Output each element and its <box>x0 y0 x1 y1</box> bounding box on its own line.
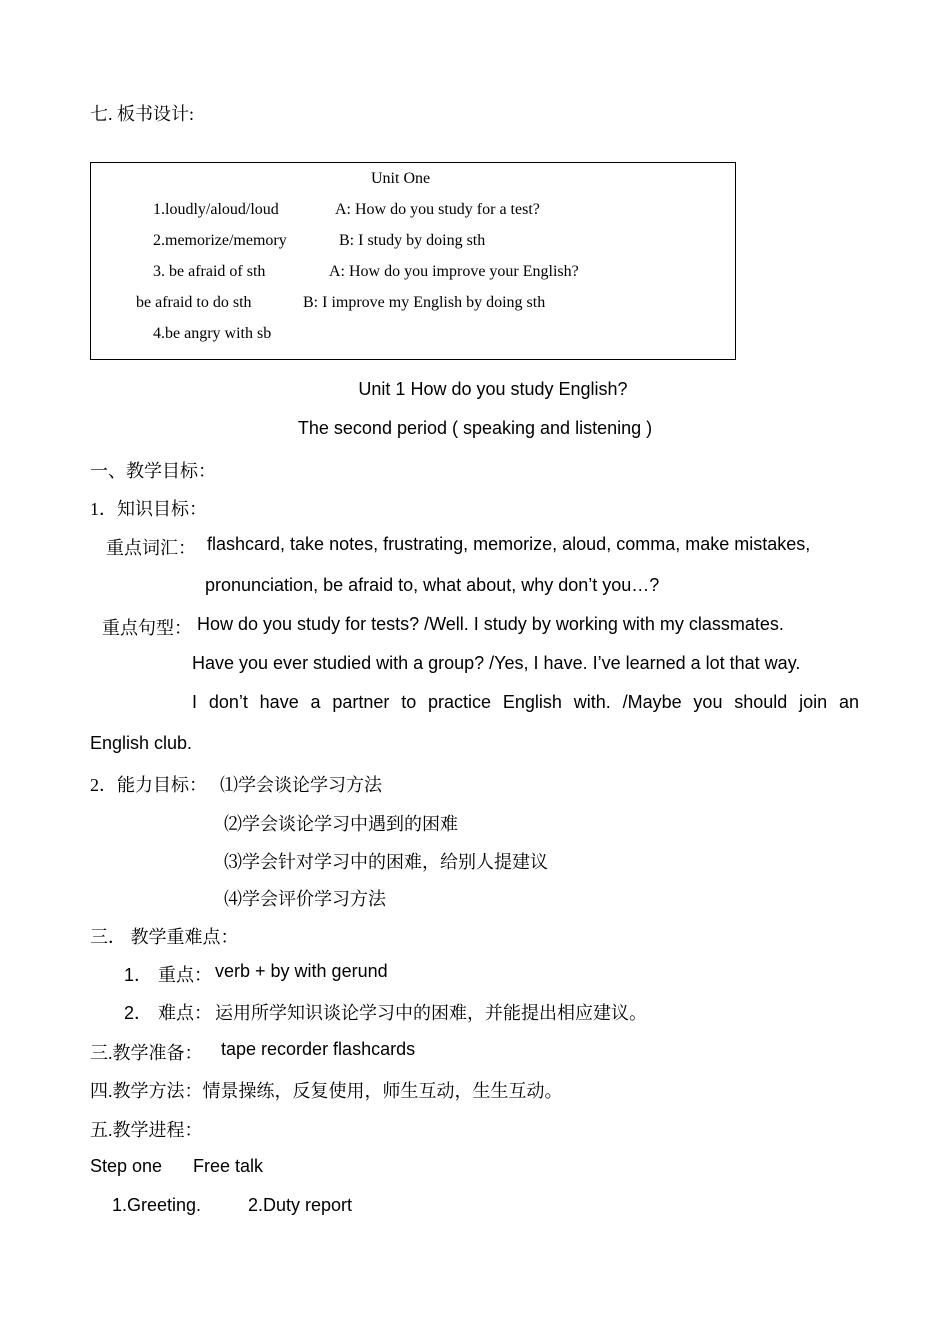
vocab-label: 重点词汇： <box>106 538 196 558</box>
board-row-left: 4.be angry with sb <box>153 325 272 342</box>
difficult-point-text: 运用所学知识谈论学习中的困难，并能提出相应建议。 <box>215 1003 647 1023</box>
board-row-right: B: I improve my English by doing sth <box>303 294 546 311</box>
key-point-label: 重点： <box>158 965 212 985</box>
difficult-point-label: 难点： <box>158 1003 212 1023</box>
lesson-title: Unit 1 How do you study English? <box>358 379 628 399</box>
sentence-label: 重点句型： <box>102 618 192 638</box>
objectives-heading: 一、教学目标： <box>90 461 216 481</box>
vocab-line: pronunciation, be afraid to, what about, why don’t you…? <box>205 575 660 595</box>
ability-item: ⑵学会谈论学习中遇到的困难 <box>224 814 458 834</box>
knowledge-heading: 1．知识目标： <box>90 499 207 519</box>
prep-text: tape recorder flashcards <box>221 1039 416 1059</box>
key-points-heading: 三． 教学重难点： <box>90 927 239 947</box>
ability-item: ⑴学会谈论学习方法 <box>220 775 382 795</box>
step-item: 1.Greeting. <box>112 1195 202 1215</box>
section-heading-board-design: 七. 板书设计: <box>90 104 195 124</box>
sentence-line: Have you ever studied with a group? /Yes, I have. I’ve learned a lot that way. <box>192 653 801 673</box>
sentence-line: How do you study for tests? /Well. I study by working with my classmates. <box>197 614 784 634</box>
process-heading: 五.教学进程： <box>90 1120 203 1140</box>
vocab-line: flashcard, take notes, frustrating, memorize, aloud, comma, make mistakes, <box>207 534 811 554</box>
prep-label: 三.教学准备： <box>90 1043 203 1063</box>
board-row-right: A: How do you improve your English? <box>329 263 579 280</box>
board-row-right: B: I study by doing sth <box>339 232 486 249</box>
board-title: Unit One <box>371 170 431 187</box>
lesson-subtitle: The second period ( speaking and listening ) <box>297 418 653 438</box>
board-row-left: 3. be afraid of sth <box>153 263 266 280</box>
step-title: Free talk <box>193 1156 264 1176</box>
methods-line: 四.教学方法：情景操练，反复使用，师生互动，生生互动。 <box>90 1081 563 1101</box>
board-row-left: 2.memorize/memory <box>153 232 287 249</box>
ability-item: ⑶学会针对学习中的困难，给别人提建议 <box>224 852 548 872</box>
sentence-line: English club. <box>90 733 193 753</box>
step-label: Step one <box>90 1156 163 1176</box>
key-point-text: verb + by with gerund <box>215 961 388 981</box>
board-row-right: A: How do you study for a test? <box>335 201 540 218</box>
difficult-point-number: 2． <box>124 1003 153 1023</box>
board-row-left: be afraid to do sth <box>136 294 252 311</box>
step-item: 2.Duty report <box>248 1195 353 1215</box>
key-point-number: 1． <box>124 965 153 985</box>
sentence-line: I don’t have a partner to practice English with. /Maybe you should join an <box>192 692 859 712</box>
board-row-left: 1.loudly/aloud/loud <box>153 201 279 218</box>
ability-item: ⑷学会评价学习方法 <box>224 889 386 909</box>
ability-heading: 2．能力目标： <box>90 775 207 795</box>
